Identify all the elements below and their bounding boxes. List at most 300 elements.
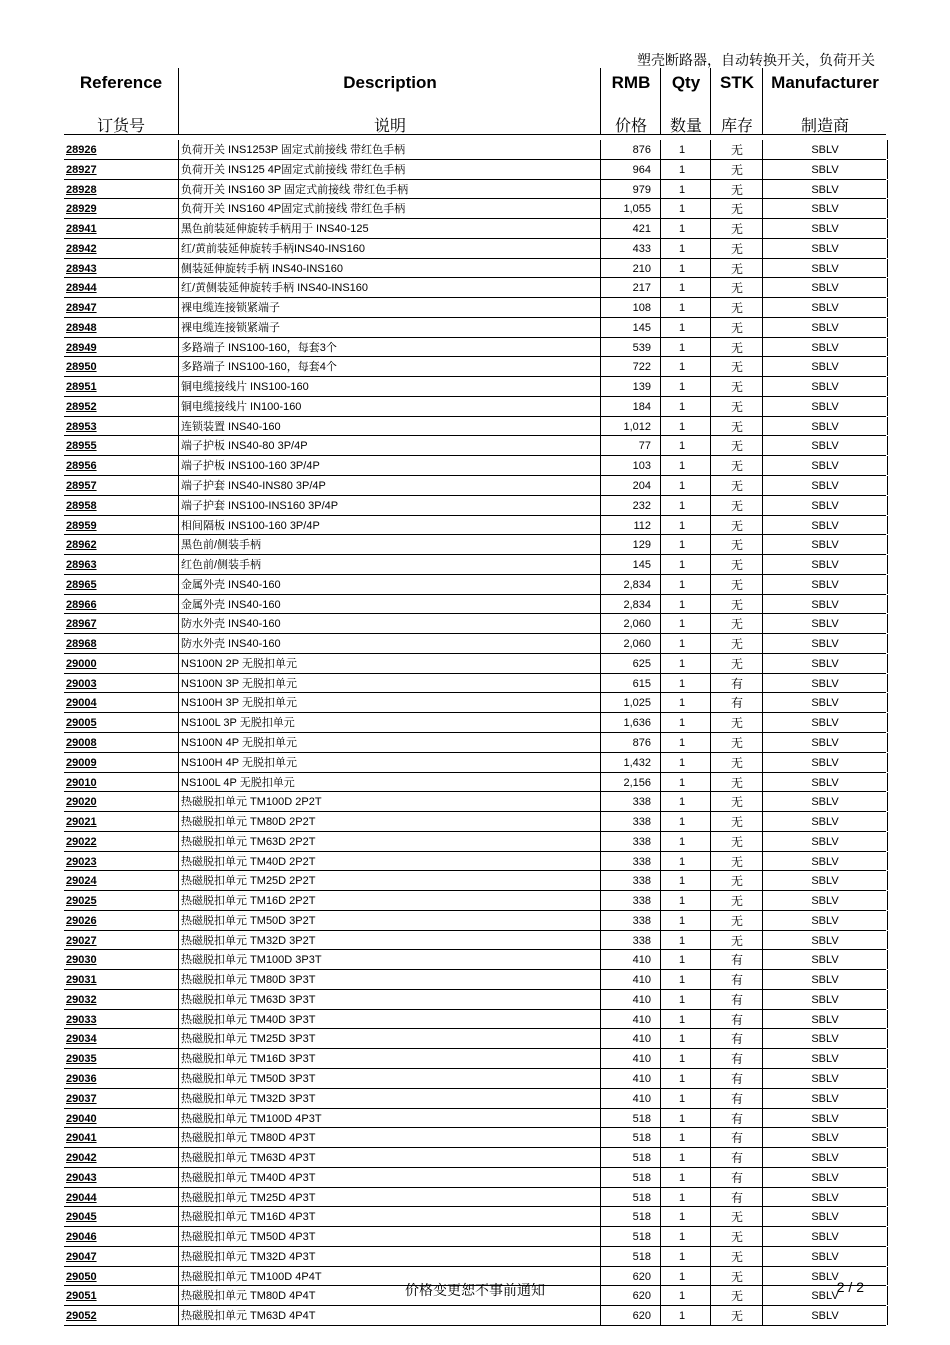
reference-cell: 29024 [66,875,97,888]
stock-cell: 无 [710,911,763,930]
stock-cell: 有 [710,1168,763,1187]
reference-cell: 28949 [66,341,97,354]
reference-cell: 29031 [66,974,97,987]
manufacturer-cell: SBLV [762,654,888,673]
reference-cell: 29003 [66,677,97,690]
manufacturer-cell: SBLV [762,1227,888,1246]
description-cell: 侧装延伸旋转手柄 INS40-INS160 [178,259,601,278]
description-cell: 热磁脱扣单元 TM63D 3P3T [178,990,601,1009]
stock-cell: 无 [710,832,763,851]
header-description-cn: 说明 [373,116,406,135]
table-row [64,318,886,338]
table-row [64,555,886,575]
manufacturer-cell: SBLV [762,1247,888,1266]
manufacturer-cell: SBLV [762,1128,888,1147]
reference-cell: 28943 [66,262,97,275]
quantity-cell: 1 [660,180,703,199]
description-cell: 黑色前/侧装手柄 [178,535,601,554]
manufacturer-cell: SBLV [762,1010,888,1029]
stock-cell: 无 [710,298,763,317]
description-cell: 铜电缆接线片 IN100-160 [178,397,601,416]
description-cell: 热磁脱扣单元 TM40D 4P3T [178,1168,601,1187]
price-cell: 1,432 [600,753,651,772]
table-row [64,1227,886,1247]
stock-cell: 无 [710,733,763,752]
reference-cell: 29027 [66,934,97,947]
reference-cell: 29047 [66,1250,97,1263]
table-row [64,773,886,793]
table-row [64,1010,886,1030]
manufacturer-cell: SBLV [762,1306,888,1325]
reference-cell: 28947 [66,302,97,315]
description-cell: 热磁脱扣单元 TM50D 3P2T [178,911,601,930]
reference-cell: 29044 [66,1191,97,1204]
description-cell: 红/黄侧装延伸旋转手柄 INS40-INS160 [178,278,601,297]
quantity-cell: 1 [660,713,703,732]
description-cell: 端子护套 INS40-INS80 3P/4P [178,476,601,495]
manufacturer-cell: SBLV [762,990,888,1009]
description-cell: 热磁脱扣单元 TM16D 2P2T [178,891,601,910]
manufacturer-cell: SBLV [762,535,888,554]
table-row [64,990,886,1010]
table-row [64,852,886,872]
description-cell: 热磁脱扣单元 TM50D 3P3T [178,1069,601,1088]
description-cell: 热磁脱扣单元 TM40D 3P3T [178,1010,601,1029]
reference-cell: 29023 [66,855,97,868]
table-row [64,654,886,674]
table-row [64,693,886,713]
table-row [64,140,886,160]
reference-cell: 29020 [66,796,97,809]
quantity-cell: 1 [660,160,703,179]
description-cell: 热磁脱扣单元 TM25D 3P3T [178,1029,601,1048]
stock-cell: 有 [710,950,763,969]
quantity-cell: 1 [660,1148,703,1167]
description-cell: 热磁脱扣单元 TM80D 4P4T [178,1286,601,1305]
price-cell: 2,156 [600,773,651,792]
reference-cell: 28966 [66,598,97,611]
manufacturer-cell: SBLV [762,219,888,238]
stock-cell: 有 [710,970,763,989]
quantity-cell: 1 [660,634,703,653]
stock-cell: 有 [710,674,763,693]
quantity-cell: 1 [660,1168,703,1187]
manufacturer-cell: SBLV [762,199,888,218]
stock-cell: 无 [710,338,763,357]
table-row [64,871,886,891]
table-row [64,1207,886,1227]
stock-cell: 有 [710,1109,763,1128]
quantity-cell: 1 [660,1286,703,1305]
table-row [64,397,886,417]
page-number: 2 / 2 [836,1279,864,1295]
reference-cell: 29040 [66,1112,97,1125]
reference-cell: 29008 [66,736,97,749]
quantity-cell: 1 [660,614,703,633]
description-cell: 热磁脱扣单元 TM25D 2P2T [178,871,601,890]
reference-cell: 29043 [66,1171,97,1184]
quantity-cell: 1 [660,970,703,989]
quantity-cell: 1 [660,871,703,890]
reference-cell: 29030 [66,954,97,967]
price-cell: 620 [600,1306,651,1325]
price-cell: 615 [600,674,651,693]
table-row [64,239,886,259]
reference-cell: 28965 [66,578,97,591]
manufacturer-cell: SBLV [762,456,888,475]
price-cell: 338 [600,911,651,930]
header-rmb-en: RMB [611,73,651,92]
quantity-cell: 1 [660,1306,703,1325]
price-cell: 625 [600,654,651,673]
description-cell: NS100L 4P 无脱扣单元 [178,773,601,792]
description-cell: 端子护板 INS40-80 3P/4P [178,436,601,455]
quantity-cell: 1 [660,674,703,693]
price-cell: 433 [600,239,651,258]
header-description-en: Description [343,73,437,92]
quantity-cell: 1 [660,990,703,1009]
table-row [64,377,886,397]
reference-cell: 28958 [66,499,97,512]
quantity-cell: 1 [660,219,703,238]
manufacturer-cell: SBLV [762,1049,888,1068]
reference-cell: 28959 [66,519,97,532]
price-cell: 145 [600,318,651,337]
manufacturer-cell: SBLV [762,377,888,396]
table-row [64,792,886,812]
reference-cell: 29045 [66,1211,97,1224]
category-title: 塑壳断路器，自动转换开关，负荷开关 [637,53,875,69]
quantity-cell: 1 [660,140,703,159]
reference-cell: 29009 [66,756,97,769]
reference-cell: 28928 [66,183,97,196]
stock-cell: 无 [710,397,763,416]
stock-cell: 无 [710,614,763,633]
header-rmb-cn: 价格 [614,116,647,135]
price-cell: 1,636 [600,713,651,732]
price-cell: 421 [600,219,651,238]
manufacturer-cell: SBLV [762,812,888,831]
price-cell: 338 [600,792,651,811]
header-reference-en: Reference [79,73,163,92]
reference-cell: 29041 [66,1132,97,1145]
description-cell: 裸电缆连接锁紧端子 [178,298,601,317]
manufacturer-cell: SBLV [762,357,888,376]
table-row [64,338,886,358]
price-cell: 338 [600,871,651,890]
price-cell: 108 [600,298,651,317]
manufacturer-cell: SBLV [762,852,888,871]
manufacturer-cell: SBLV [762,871,888,890]
manufacturer-cell: SBLV [762,575,888,594]
quantity-cell: 1 [660,575,703,594]
description-cell: 热磁脱扣单元 TM32D 4P3T [178,1247,601,1266]
stock-cell: 有 [710,693,763,712]
price-cell: 620 [600,1267,651,1286]
stock-cell: 无 [710,180,763,199]
stock-cell: 无 [710,812,763,831]
table-row [64,832,886,852]
price-cell: 338 [600,812,651,831]
reference-cell: 28968 [66,638,97,651]
header-stk [710,68,763,134]
quantity-cell: 1 [660,773,703,792]
reference-cell: 28950 [66,361,97,374]
table-row [64,456,886,476]
quantity-cell: 1 [660,891,703,910]
price-cell: 204 [600,476,651,495]
description-cell: NS100N 3P 无脱扣单元 [178,674,601,693]
stock-cell: 有 [710,1148,763,1167]
manufacturer-cell: SBLV [762,792,888,811]
reference-cell: 29025 [66,895,97,908]
description-cell: 热磁脱扣单元 TM63D 4P3T [178,1148,601,1167]
quantity-cell: 1 [660,1267,703,1286]
header-manufacturer [762,68,887,134]
stock-cell: 无 [710,535,763,554]
manufacturer-cell: SBLV [762,911,888,930]
table-row [64,753,886,773]
description-cell: 端子护板 INS100-160 3P/4P [178,456,601,475]
manufacturer-cell: SBLV [762,614,888,633]
reference-cell: 28955 [66,440,97,453]
reference-cell: 28962 [66,539,97,552]
price-cell: 129 [600,535,651,554]
manufacturer-cell: SBLV [762,950,888,969]
quantity-cell: 1 [660,535,703,554]
price-cell: 103 [600,456,651,475]
price-cell: 184 [600,397,651,416]
reference-cell: 28951 [66,381,97,394]
manufacturer-cell: SBLV [762,634,888,653]
price-cell: 518 [600,1247,651,1266]
price-cell: 338 [600,931,651,950]
stock-cell: 无 [710,1306,763,1325]
description-cell: 多路端子 INS100-160，每套4个 [178,357,601,376]
header-manufacturer-en: Manufacturer [771,73,879,92]
table-row [64,595,886,615]
quantity-cell: 1 [660,832,703,851]
manufacturer-cell: SBLV [762,496,888,515]
manufacturer-cell: SBLV [762,595,888,614]
manufacturer-cell: SBLV [762,259,888,278]
stock-cell: 无 [710,891,763,910]
manufacturer-cell: SBLV [762,1089,888,1108]
price-cell: 112 [600,516,651,535]
stock-cell: 无 [710,417,763,436]
quantity-cell: 1 [660,278,703,297]
manufacturer-cell: SBLV [762,1207,888,1226]
stock-cell: 有 [710,1128,763,1147]
reference-cell: 29034 [66,1033,97,1046]
manufacturer-cell: SBLV [762,1069,888,1088]
price-cell: 2,834 [600,575,651,594]
price-cell: 410 [600,1049,651,1068]
table-row [64,1168,886,1188]
stock-cell: 无 [710,595,763,614]
description-cell: 负荷开关 INS160 4P固定式前接线 带红色手柄 [178,199,601,218]
price-cell: 518 [600,1227,651,1246]
description-cell: NS100L 3P 无脱扣单元 [178,713,601,732]
price-cell: 338 [600,832,651,851]
reference-cell: 28929 [66,203,97,216]
stock-cell: 无 [710,318,763,337]
price-cell: 410 [600,990,651,1009]
quantity-cell: 1 [660,852,703,871]
manufacturer-cell: SBLV [762,417,888,436]
reference-cell: 28967 [66,618,97,631]
stock-cell: 有 [710,990,763,1009]
reference-cell: 29026 [66,914,97,927]
description-cell: 热磁脱扣单元 TM100D 3P3T [178,950,601,969]
quantity-cell: 1 [660,1089,703,1108]
stock-cell: 有 [710,1069,763,1088]
stock-cell: 无 [710,456,763,475]
stock-cell: 无 [710,634,763,653]
description-cell: 多路端子 INS100-160，每套3个 [178,338,601,357]
description-cell: 金属外壳 INS40-160 [178,595,601,614]
price-cell: 2,834 [600,595,651,614]
reference-cell: 28948 [66,321,97,334]
manufacturer-cell: SBLV [762,298,888,317]
table-row [64,1306,886,1326]
quantity-cell: 1 [660,1227,703,1246]
table-row [64,1089,886,1109]
price-cell: 979 [600,180,651,199]
reference-cell: 29046 [66,1231,97,1244]
manufacturer-cell: SBLV [762,733,888,752]
description-cell: 负荷开关 INS125 4P固定式前接线 带红色手柄 [178,160,601,179]
table-header [64,68,886,135]
price-cell: 338 [600,891,651,910]
table-row [64,713,886,733]
stock-cell: 无 [710,1207,763,1226]
price-cell: 410 [600,1010,651,1029]
stock-cell: 无 [710,852,763,871]
stock-cell: 无 [710,278,763,297]
table-row [64,496,886,516]
manufacturer-cell: SBLV [762,1168,888,1187]
stock-cell: 无 [710,871,763,890]
quantity-cell: 1 [660,792,703,811]
price-cell: 722 [600,357,651,376]
description-cell: 热磁脱扣单元 TM80D 2P2T [178,812,601,831]
stock-cell: 无 [710,516,763,535]
manufacturer-cell: SBLV [762,693,888,712]
reference-cell: 28941 [66,223,97,236]
header-qty-cn: 数量 [669,116,702,135]
stock-cell: 无 [710,575,763,594]
description-cell: 防水外壳 INS40-160 [178,614,601,633]
price-cell: 410 [600,1089,651,1108]
manufacturer-cell: SBLV [762,436,888,455]
description-cell: 热磁脱扣单元 TM100D 4P4T [178,1267,601,1286]
price-cell: 217 [600,278,651,297]
manufacturer-cell: SBLV [762,753,888,772]
description-cell: 黑色前装延伸旋转手柄用于 INS40-125 [178,219,601,238]
description-cell: 负荷开关 INS160 3P 固定式前接线 带红色手柄 [178,180,601,199]
price-cell: 2,060 [600,614,651,633]
description-cell: NS100H 4P 无脱扣单元 [178,753,601,772]
stock-cell: 无 [710,239,763,258]
reference-cell: 29051 [66,1290,97,1303]
reference-cell: 29036 [66,1072,97,1085]
table-row [64,180,886,200]
manufacturer-cell: SBLV [762,931,888,950]
stock-cell: 无 [710,792,763,811]
quantity-cell: 1 [660,436,703,455]
quantity-cell: 1 [660,1010,703,1029]
reference-cell: 28926 [66,144,97,156]
quantity-cell: 1 [660,733,703,752]
quantity-cell: 1 [660,1188,703,1207]
stock-cell: 有 [710,1049,763,1068]
quantity-cell: 1 [660,1207,703,1226]
stock-cell: 无 [710,496,763,515]
stock-cell: 无 [710,773,763,792]
quantity-cell: 1 [660,476,703,495]
stock-cell: 无 [710,357,763,376]
price-cell: 1,055 [600,199,651,218]
reference-cell: 28953 [66,420,97,433]
table-row [64,298,886,318]
stock-cell: 无 [710,377,763,396]
stock-cell: 有 [710,1010,763,1029]
stock-cell: 无 [710,219,763,238]
header-manufacturer-cn: 制造商 [800,116,849,135]
table-row [64,812,886,832]
header-qty [660,68,711,134]
table-row [64,417,886,437]
price-cell: 518 [600,1109,651,1128]
description-cell: 热磁脱扣单元 TM63D 2P2T [178,832,601,851]
table-row [64,733,886,753]
description-cell: 铜电缆接线片 INS100-160 [178,377,601,396]
table-row [64,1247,886,1267]
table-row [64,575,886,595]
price-cell: 232 [600,496,651,515]
price-change-note: 价格变更恕不事前通知 [405,1283,545,1299]
quantity-cell: 1 [660,456,703,475]
description-cell: NS100H 3P 无脱扣单元 [178,693,601,712]
price-cell: 964 [600,160,651,179]
header-rmb [600,68,661,134]
description-cell: 端子护套 INS100-INS160 3P/4P [178,496,601,515]
header-qty-en: Qty [671,73,701,92]
description-cell: 连锁装置 INS40-160 [178,417,601,436]
table-row [64,614,886,634]
reference-cell: 28952 [66,400,97,413]
quantity-cell: 1 [660,377,703,396]
price-cell: 139 [600,377,651,396]
quantity-cell: 1 [660,1109,703,1128]
price-cell: 518 [600,1168,651,1187]
description-cell: 红/黄前装延伸旋转手柄INS40-INS160 [178,239,601,258]
quantity-cell: 1 [660,753,703,772]
header-reference-cn: 订货号 [96,116,145,135]
table-row [64,931,886,951]
reference-cell: 29010 [66,776,97,789]
price-cell: 876 [600,733,651,752]
table-row [64,634,886,654]
price-cell: 2,060 [600,634,651,653]
stock-cell: 无 [710,259,763,278]
stock-cell: 无 [710,753,763,772]
price-cell: 518 [600,1148,651,1167]
table-row [64,259,886,279]
manufacturer-cell: SBLV [762,1286,888,1305]
quantity-cell: 1 [660,397,703,416]
